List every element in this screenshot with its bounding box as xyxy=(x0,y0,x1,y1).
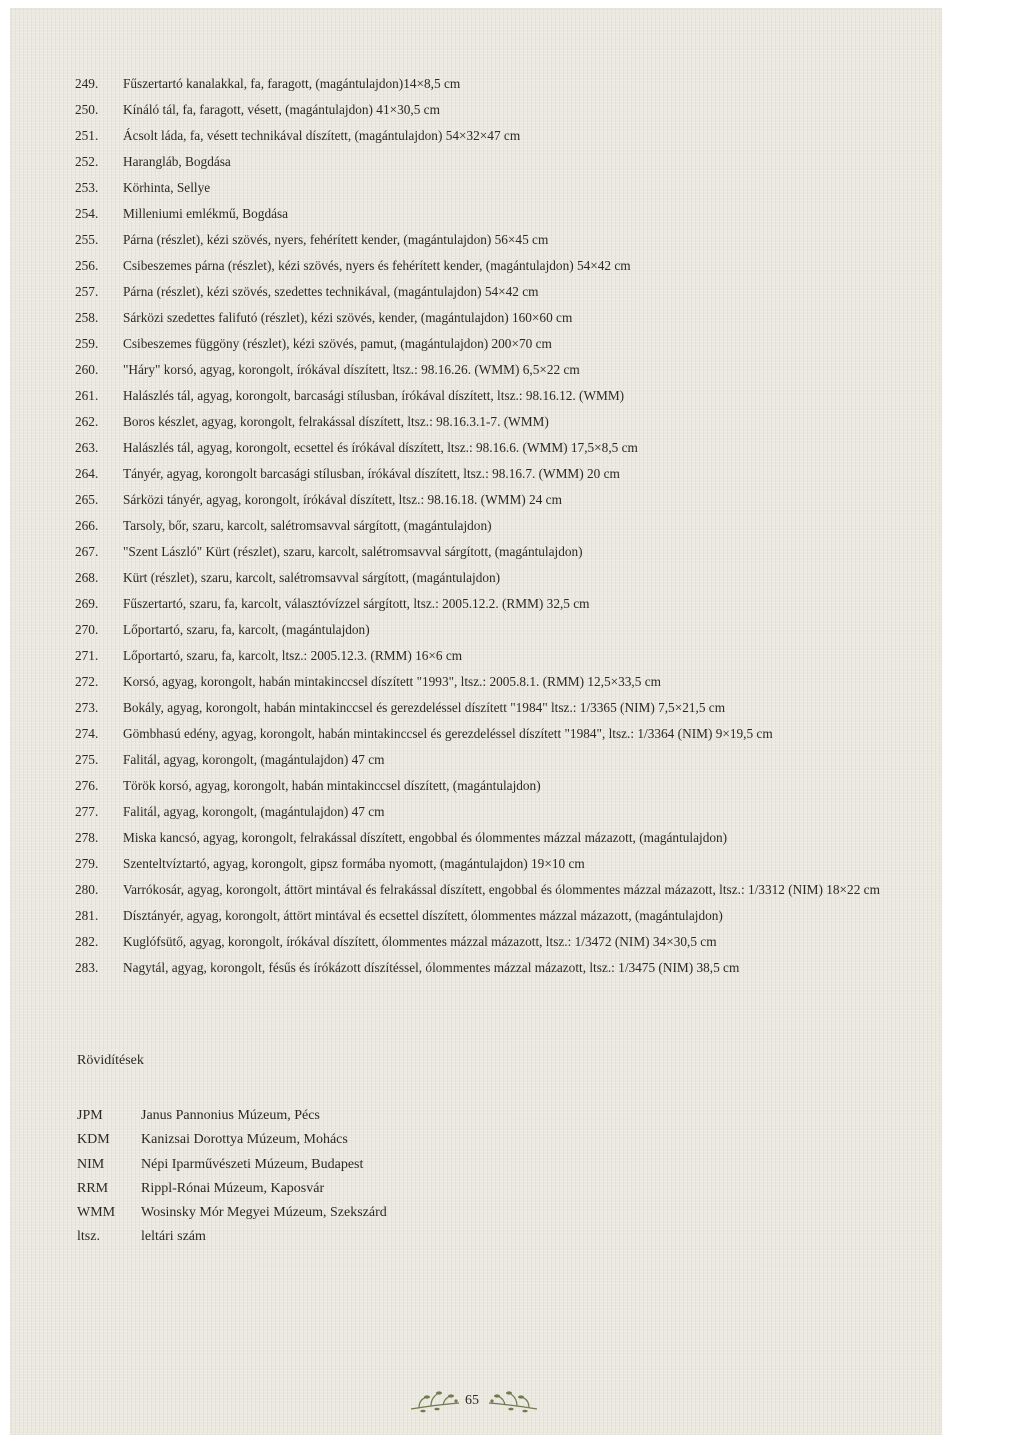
entry-description: Szenteltvíztartó, agyag, korongolt, gipsz formába nyomott, (magántulajdon) 19×10 cm xyxy=(123,856,585,871)
catalog-entry xyxy=(75,799,955,825)
catalog-entry xyxy=(75,435,955,461)
entry-description: Bokály, agyag, korongolt, habán mintakinccsel és gerezdeléssel díszített "1984" ltsz.: 1/3365 (NIM) 7,5×21,5 cm xyxy=(123,700,726,715)
abbreviations-heading: Rövidítések xyxy=(77,1053,144,1068)
catalog-entry xyxy=(75,539,955,565)
entry-number: 272. xyxy=(75,674,99,689)
entry-number: 256. xyxy=(75,258,99,273)
entry-description: Párna (részlet), kézi szövés, szedettes technikával, (magántulajdon) 54×42 cm xyxy=(123,284,539,299)
entry-description: Kürt (részlet), szaru, karcolt, salétromsavval sárgított, (magántulajdon) xyxy=(123,570,501,585)
catalog-entry xyxy=(75,747,955,773)
entry-description: Fűszertartó, szaru, fa, karcolt, választóvízzel sárgított, ltsz.: 2005.12.2. (RMM) 32,5 cm xyxy=(123,596,590,611)
entry-number: 254. xyxy=(75,206,99,221)
catalog-entry xyxy=(75,695,955,721)
entry-description: Harangláb, Bogdása xyxy=(123,154,231,169)
catalog-entry xyxy=(75,149,955,175)
entry-number: 249. xyxy=(75,76,99,91)
catalog-list xyxy=(75,71,955,981)
abbreviation-code: KDM xyxy=(77,1132,110,1148)
catalog-entry xyxy=(75,357,955,383)
entry-number: 271. xyxy=(75,648,99,663)
abbreviation-meaning: Janus Pannonius Múzeum, Pécs xyxy=(141,1108,320,1123)
entry-number: 252. xyxy=(75,154,99,169)
catalog-entry xyxy=(75,409,955,435)
entry-description: Lőportartó, szaru, fa, karcolt, ltsz.: 2005.12.3. (RMM) 16×6 cm xyxy=(123,648,463,663)
abbreviation-row xyxy=(77,1153,387,1177)
entry-number: 278. xyxy=(75,830,99,845)
entry-number: 276. xyxy=(75,778,99,793)
page-footer xyxy=(409,1387,539,1421)
entry-description: Falitál, agyag, korongolt, (magántulajdon) 47 cm xyxy=(123,804,385,819)
abbreviation-row xyxy=(77,1201,387,1225)
catalog-entry xyxy=(75,279,955,305)
catalog-entry xyxy=(75,903,955,929)
entry-description: Sárközi tányér, agyag, korongolt, írókával díszített, ltsz.: 98.16.18. (WMM) 24 cm xyxy=(123,492,562,507)
catalog-entry xyxy=(75,929,955,955)
abbreviation-row xyxy=(77,1128,387,1152)
entry-number: 277. xyxy=(75,804,99,819)
entry-description: Csibeszemes párna (részlet), kézi szövés, nyers és fehérített kender, (magántulajdon) 54×42 cm xyxy=(123,258,631,273)
entry-number: 274. xyxy=(75,726,99,741)
entry-description: Miska kancsó, agyag, korongolt, felrakással díszített, engobbal és ólommentes mázzal mázazott, (magántulajdon) xyxy=(123,830,728,845)
entry-description: Sárközi szedettes falifutó (részlet), kézi szövés, kender, (magántulajdon) 160×60 cm xyxy=(123,310,573,325)
abbreviation-code: WMM xyxy=(77,1205,116,1221)
entry-number: 275. xyxy=(75,752,99,767)
abbreviation-meaning: Wosinsky Mór Megyei Múzeum, Szekszárd xyxy=(141,1205,387,1221)
entry-description: Halászlés tál, agyag, korongolt, barcasági stílusban, írókával díszített, ltsz.: 98.16.12. (WMM) xyxy=(123,388,625,403)
entry-number: 266. xyxy=(75,518,99,533)
entry-number: 281. xyxy=(75,908,99,923)
entry-description: Csibeszemes függöny (részlet), kézi szövés, pamut, (magántulajdon) 200×70 cm xyxy=(123,336,552,351)
catalog-entry xyxy=(75,643,955,669)
entry-number: 270. xyxy=(75,622,99,637)
abbreviation-meaning: Rippl-Rónai Múzeum, Kaposvár xyxy=(141,1180,325,1196)
entry-number: 255. xyxy=(75,232,99,247)
abbreviation-code: JPM xyxy=(77,1108,103,1123)
entry-description: Lőportartó, szaru, fa, karcolt, (magántulajdon) xyxy=(123,622,370,637)
catalog-entry xyxy=(75,123,955,149)
abbreviation-code: NIM xyxy=(77,1156,105,1172)
catalog-entry xyxy=(75,175,955,201)
entry-description: "Háry" korsó, agyag, korongolt, írókával díszített, ltsz.: 98.16.26. (WMM) 6,5×22 cm xyxy=(123,362,580,377)
entry-description: Milleniumi emlékmű, Bogdása xyxy=(123,206,289,221)
catalog-entry xyxy=(75,955,955,981)
entry-number: 268. xyxy=(75,570,99,585)
entry-number: 258. xyxy=(75,310,99,325)
entry-description: Tányér, agyag, korongolt barcasági stílusban, írókával díszített, ltsz.: 98.16.7. (WMM) 20 cm xyxy=(123,466,620,481)
entry-description: Kínáló tál, fa, faragott, vésett, (magántulajdon) 41×30,5 cm xyxy=(123,102,440,117)
entry-description: Boros készlet, agyag, korongolt, felrakással díszített, ltsz.: 98.16.3.1-7. (WMM) xyxy=(123,414,549,429)
catalog-entry xyxy=(75,487,955,513)
entry-number: 260. xyxy=(75,362,99,377)
textured-page xyxy=(11,9,941,1434)
entry-description: Nagytál, agyag, korongolt, fésűs és írókázott díszítéssel, ólommentes mázzal mázazott, ltsz.: 1/3475 (NIM) 38,5 cm xyxy=(123,960,740,975)
catalog-entry xyxy=(75,565,955,591)
catalog-entry xyxy=(75,513,955,539)
entry-number: 280. xyxy=(75,882,99,897)
entry-number: 265. xyxy=(75,492,99,507)
catalog-entry xyxy=(75,305,955,331)
catalog-entry xyxy=(75,617,955,643)
abbreviation-meaning: leltári szám xyxy=(141,1229,206,1245)
entry-description: "Szent László" Kürt (részlet), szaru, karcolt, salétromsavval sárgított, (magántulajdon) xyxy=(123,544,583,559)
floral-sprig-icon xyxy=(487,1389,539,1417)
entry-description: Gömbhasú edény, agyag, korongolt, habán mintakinccsel és gerezdeléssel díszített "1984", ltsz.: 1/3364 (NIM) 9×19,5 cm xyxy=(123,726,773,741)
entry-description: Korsó, agyag, korongolt, habán mintakinccsel díszített "1993", ltsz.: 2005.8.1. (RMM) 12,5×33,5 cm xyxy=(123,674,661,689)
entry-description: Ácsolt láda, fa, vésett technikával díszített, (magántulajdon) 54×32×47 cm xyxy=(123,128,521,143)
abbreviation-row xyxy=(77,1104,387,1128)
abbreviation-code: ltsz. xyxy=(77,1229,100,1245)
abbreviation-meaning: Kanizsai Dorottya Múzeum, Mohács xyxy=(141,1132,348,1148)
abbreviation-code: RRM xyxy=(77,1180,109,1196)
abbreviation-meaning: Népi Iparművészeti Múzeum, Budapest xyxy=(141,1156,364,1172)
entry-number: 253. xyxy=(75,180,99,195)
entry-number: 282. xyxy=(75,934,99,949)
catalog-entry xyxy=(75,591,955,617)
entry-number: 257. xyxy=(75,284,99,299)
catalog-entry xyxy=(75,253,955,279)
entry-number: 273. xyxy=(75,700,99,715)
entry-number: 259. xyxy=(75,336,99,351)
entry-number: 279. xyxy=(75,856,99,871)
catalog-entry xyxy=(75,331,955,357)
catalog-entry xyxy=(75,773,955,799)
catalog-entry xyxy=(75,383,955,409)
catalog-entry xyxy=(75,877,955,903)
entry-description: Kuglófsütő, agyag, korongolt, írókával díszített, ólommentes mázzal mázazott, ltsz.: 1/3472 (NIM) 34×30,5 cm xyxy=(123,934,717,949)
entry-number: 269. xyxy=(75,596,99,611)
page-number: 65 xyxy=(465,1393,479,1408)
catalog-entry xyxy=(75,721,955,747)
entry-description: Halászlés tál, agyag, korongolt, ecsettel és írókával díszített, ltsz.: 98.16.6. (WMM) 17,5×8,5 cm xyxy=(123,440,638,455)
entry-description: Fűszertartó kanalakkal, fa, faragott, (magántulajdon)14×8,5 cm xyxy=(123,76,461,91)
abbreviation-row xyxy=(77,1225,387,1249)
catalog-entry xyxy=(75,851,955,877)
entry-number: 261. xyxy=(75,388,99,403)
entry-description: Dísztányér, agyag, korongolt, áttört mintával és ecsettel díszített, ólommentes mázzal mázazott, (magántulajdon) xyxy=(123,908,723,923)
entry-number: 283. xyxy=(75,960,99,975)
abbreviation-row xyxy=(77,1177,387,1201)
catalog-entry xyxy=(75,201,955,227)
catalog-entry xyxy=(75,461,955,487)
entry-number: 262. xyxy=(75,414,99,429)
catalog-entry xyxy=(75,825,955,851)
entry-number: 250. xyxy=(75,102,99,117)
floral-sprig-icon xyxy=(409,1389,461,1417)
entry-number: 267. xyxy=(75,544,99,559)
entry-number: 264. xyxy=(75,466,99,481)
abbreviations-list xyxy=(77,1104,387,1250)
catalog-entry xyxy=(75,227,955,253)
entry-description: Varrókosár, agyag, korongolt, áttört mintával és felrakással díszített, engobbal és ólommentes mázzal mázazott, ltsz.: 1/3312 (NIM) 18×22 cm xyxy=(123,882,880,897)
catalog-entry xyxy=(75,71,955,97)
entry-number: 251. xyxy=(75,128,99,143)
entry-description: Török korsó, agyag, korongolt, habán mintakinccsel díszített, (magántulajdon) xyxy=(123,778,541,793)
entry-description: Körhinta, Sellye xyxy=(123,180,211,195)
entry-number: 263. xyxy=(75,440,99,455)
catalog-entry xyxy=(75,97,955,123)
entry-description: Tarsoly, bőr, szaru, karcolt, salétromsavval sárgított, (magántulajdon) xyxy=(123,518,492,533)
entry-description: Falitál, agyag, korongolt, (magántulajdon) 47 cm xyxy=(123,752,385,767)
entry-description: Párna (részlet), kézi szövés, nyers, fehérített kender, (magántulajdon) 56×45 cm xyxy=(123,232,549,247)
catalog-entry xyxy=(75,669,955,695)
